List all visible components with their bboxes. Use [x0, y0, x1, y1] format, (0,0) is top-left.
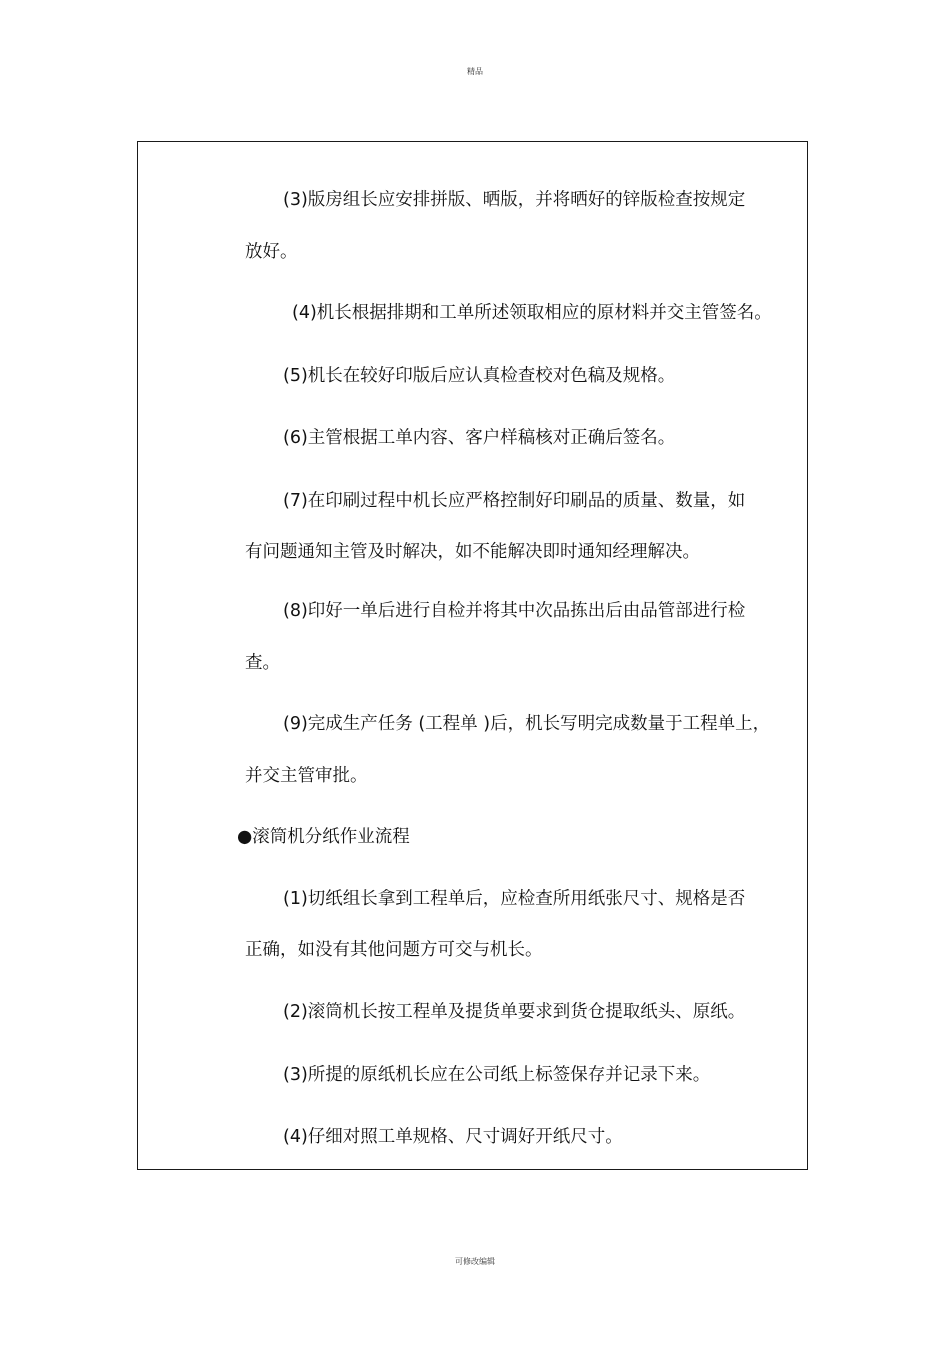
- paragraph-line: (6)主管根据工单内容、客户样稿核对正确后签名。: [283, 428, 676, 448]
- paragraph-line: (8)印好一单后进行自检并将其中次品拣出后由品管部进行检: [283, 601, 746, 621]
- paragraph-line: (3)所提的原纸机长应在公司纸上标签保存并记录下来。: [283, 1065, 711, 1085]
- paragraph-line: (4)仔细对照工单规格、尺寸调好开纸尺寸。: [283, 1127, 623, 1147]
- paragraph-line: 查。: [245, 653, 280, 673]
- paragraph-line: 并交主管审批。: [245, 766, 368, 786]
- section-heading: ●滚筒机分纸作业流程: [237, 827, 410, 847]
- paragraph-line: 正确，如没有其他问题方可交与机长。: [245, 940, 543, 960]
- paragraph-line: (1)切纸组长拿到工程单后，应检查所用纸张尺寸、规格是否: [283, 889, 746, 909]
- paragraph-line: 放好。: [245, 242, 298, 262]
- paragraph-line: 有问题通知主管及时解决，如不能解决即时通知经理解决。: [245, 542, 700, 562]
- paragraph-line: (3)版房组长应安排拼版、晒版，并将晒好的锌版检查按规定: [283, 190, 746, 210]
- page-footer-mark: 可修改编辑: [455, 1257, 495, 1266]
- paragraph-line: (7)在印刷过程中机长应严格控制好印刷品的质量、数量，如: [283, 491, 746, 511]
- paragraph-line: (5)机长在较好印版后应认真检查校对色稿及规格。: [283, 366, 676, 386]
- paragraph-line: (2)滚筒机长按工程单及提货单要求到货仓提取纸头、原纸。: [283, 1002, 746, 1022]
- paragraph-line: (4)机长根据排期和工单所述领取相应的原材料并交主管签名。: [292, 303, 772, 323]
- paragraph-line: (9)完成生产任务 (工程单 )后，机长写明完成数量于工程单上，: [283, 714, 771, 734]
- page-header-mark: 精品: [467, 67, 483, 76]
